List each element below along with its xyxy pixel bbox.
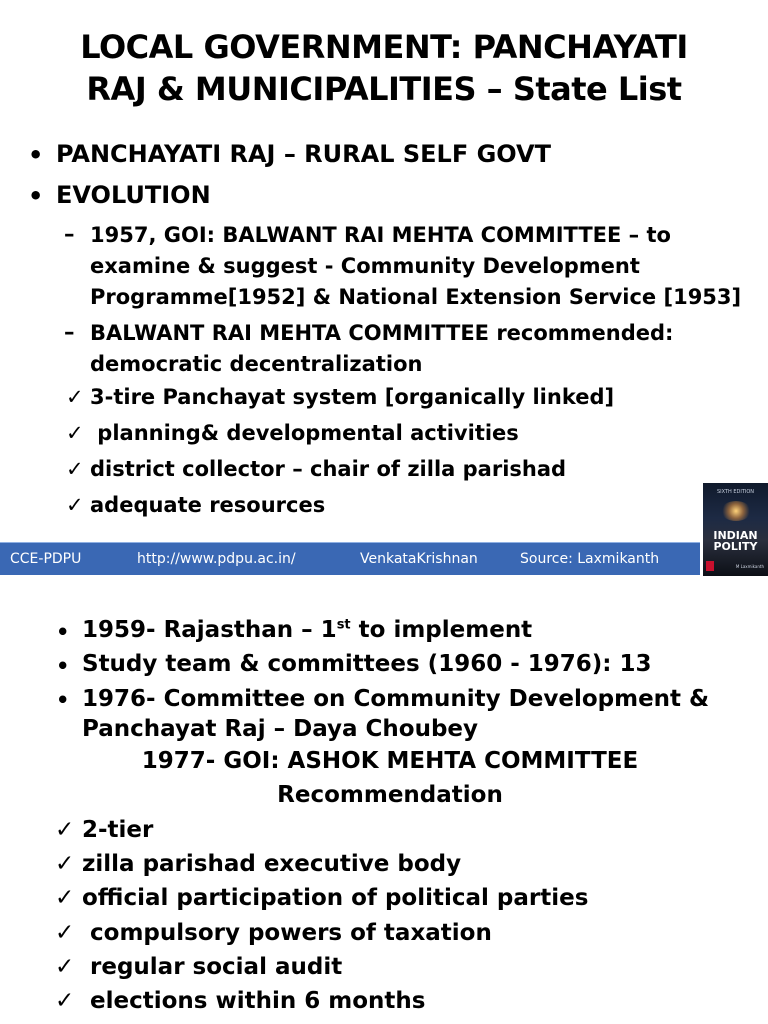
check-item: compulsory powers of taxation bbox=[82, 920, 492, 946]
footer-url-link[interactable]: http://www.pdpu.ac.in/ bbox=[137, 551, 296, 567]
check-item: 2-tier bbox=[82, 817, 154, 843]
publisher-logo-icon bbox=[706, 561, 714, 571]
check-icon: ✓ bbox=[66, 493, 84, 517]
footer-org: CCE-PDPU bbox=[10, 551, 82, 567]
superscript: st bbox=[336, 617, 351, 633]
bullet-evolution: EVOLUTION bbox=[56, 181, 211, 209]
check-icon: ✓ bbox=[66, 457, 84, 481]
sub-bullet-line: examine & suggest - Community Development bbox=[90, 254, 640, 278]
check-icon: ✓ bbox=[55, 817, 75, 843]
recommendation-heading: Recommendation bbox=[277, 782, 503, 808]
book-cover-image bbox=[703, 483, 768, 576]
book-edition: SIXTH EDITION bbox=[716, 489, 755, 495]
check-item: zilla parishad executive body bbox=[82, 851, 462, 877]
check-item: official participation of political parties bbox=[82, 885, 589, 911]
slide-footer bbox=[0, 542, 700, 575]
dash-marker: – bbox=[64, 320, 75, 344]
bullet-marker: • bbox=[56, 620, 70, 644]
bullet-panchayati-raj: PANCHAYATI RAJ – RURAL SELF GOVT bbox=[56, 140, 551, 168]
bullet-1959 bbox=[82, 617, 532, 643]
check-item: district collector – chair of zilla parishad bbox=[90, 457, 567, 481]
bullet-line: 1976- Committee on Community Development & bbox=[82, 686, 710, 712]
footer-source: Source: Laxmikanth bbox=[520, 551, 660, 567]
check-icon: ✓ bbox=[55, 851, 75, 877]
dash-marker: – bbox=[64, 222, 75, 246]
bullet-line: Panchayat Raj – Daya Choubey bbox=[82, 716, 479, 742]
bullet-study-team: Study team & committees (1960 - 1976): 13 bbox=[82, 651, 652, 677]
book-cover-art bbox=[721, 501, 751, 521]
slide-2 bbox=[0, 576, 768, 1024]
committee-heading: 1977- GOI: ASHOK MEHTA COMMITTEE bbox=[141, 748, 639, 774]
check-item: 3-tire Panchayat system [organically linked] bbox=[90, 385, 615, 409]
book-title bbox=[703, 530, 768, 552]
sub-bullet-line: Programme[1952] & National Extension Service [1953] bbox=[90, 285, 742, 309]
check-icon: ✓ bbox=[66, 421, 84, 445]
sub-bullet-line: BALWANT RAI MEHTA COMMITTEE recommended: bbox=[90, 321, 674, 345]
book-title-line: INDIAN bbox=[713, 529, 758, 542]
check-icon: ✓ bbox=[55, 920, 75, 946]
title-line-1: LOCAL GOVERNMENT: PANCHAYATI bbox=[80, 28, 688, 66]
book-author: M Laxmikanth bbox=[735, 564, 764, 569]
sub-bullet-line: 1957, GOI: BALWANT RAI MEHTA COMMITTEE – to bbox=[90, 223, 671, 247]
check-item: planning& developmental activities bbox=[90, 421, 519, 445]
check-icon: ✓ bbox=[55, 988, 75, 1014]
bullet-marker: • bbox=[28, 182, 44, 210]
check-item: elections within 6 months bbox=[82, 988, 426, 1014]
bullet-marker: • bbox=[56, 654, 70, 678]
check-icon: ✓ bbox=[55, 885, 75, 911]
check-item: adequate resources bbox=[90, 493, 326, 517]
title-line-2: RAJ & MUNICIPALITIES – State List bbox=[86, 70, 682, 108]
footer-author: VenkataKrishnan bbox=[360, 551, 478, 567]
bullet-text: to implement bbox=[350, 617, 533, 643]
check-item: regular social audit bbox=[82, 954, 343, 980]
book-title-line: POLITY bbox=[713, 540, 758, 553]
bullet-1976 bbox=[82, 684, 709, 744]
bullet-text: 1959- Rajasthan – 1 bbox=[82, 617, 337, 643]
slide-title bbox=[0, 26, 768, 110]
check-icon: ✓ bbox=[55, 954, 75, 980]
bullet-marker: • bbox=[56, 688, 70, 712]
sub-bullet-line: democratic decentralization bbox=[90, 352, 423, 376]
sub-bullet-1957 bbox=[90, 220, 741, 313]
check-icon: ✓ bbox=[66, 385, 84, 409]
sub-bullet-recommended bbox=[90, 318, 673, 380]
bullet-marker: • bbox=[28, 141, 44, 169]
